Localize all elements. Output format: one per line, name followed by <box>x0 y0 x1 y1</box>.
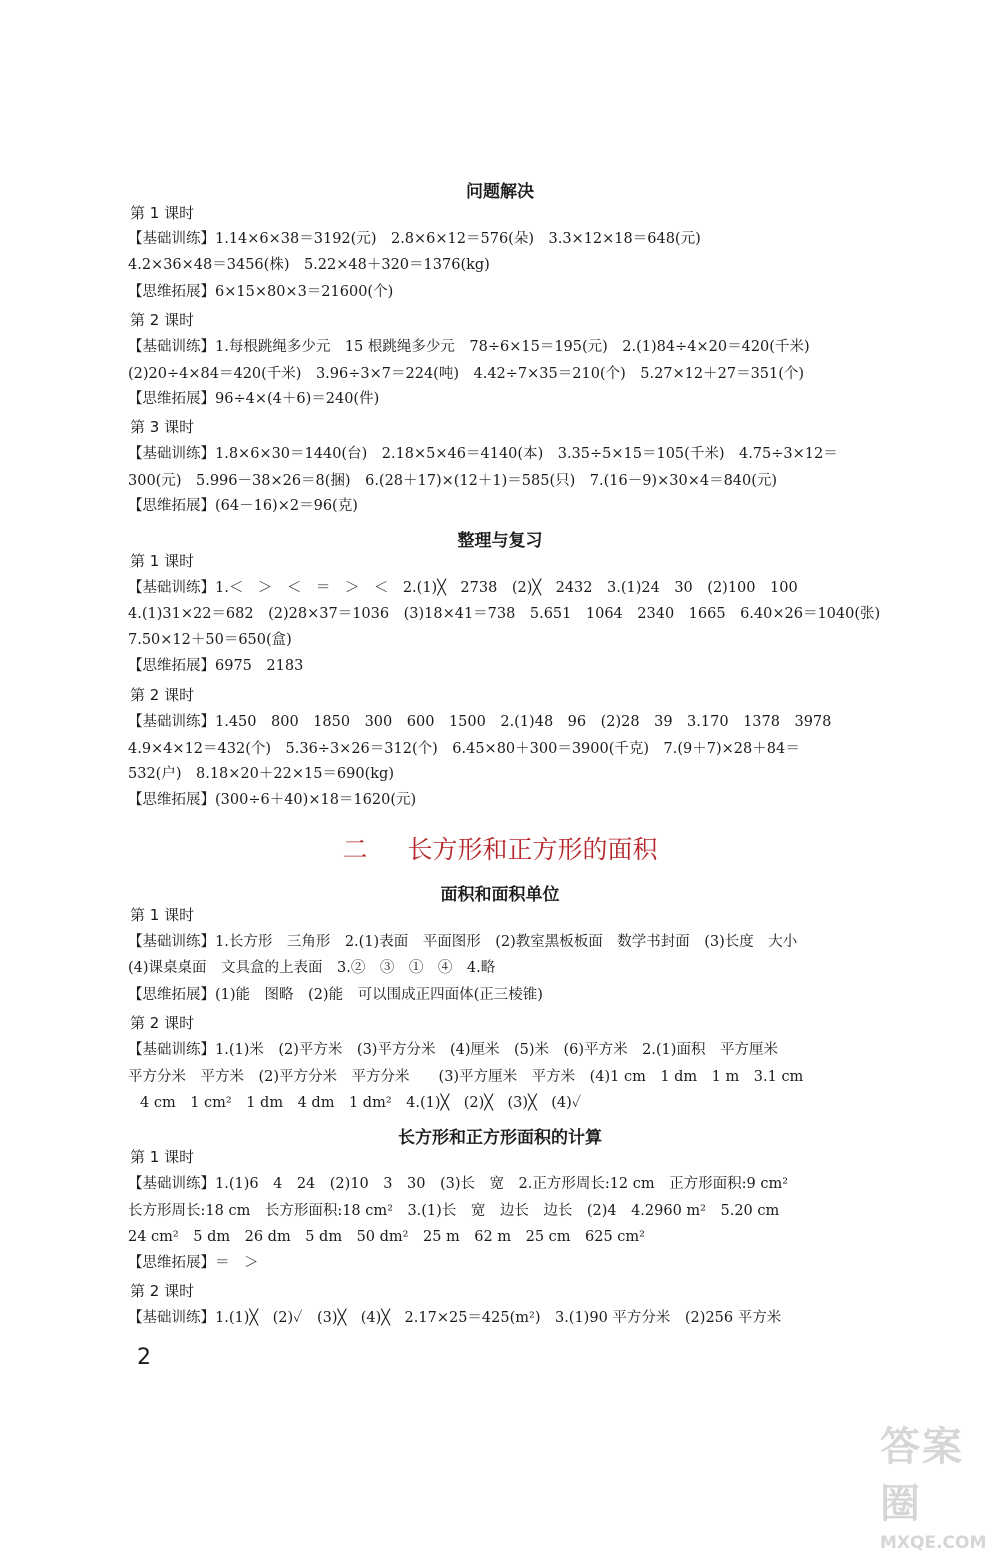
answer-line: 【基础训练】1.8×6×30＝1440(台) 2.18×5×46＝4140(本) 3.35÷5×15＝105(千米) 4.75÷3×12＝ <box>128 446 838 462</box>
answer-line: 300(元) 5.996－38×26＝8(捆) 6.(28＋17)×(12＋1)＝585(只) 7.(16－9)×30×4＝840(元) <box>128 473 778 489</box>
chapter-name: 长方形和正方形的面积 <box>407 835 658 864</box>
answer-line: 【基础训练】1.＜ ＞ ＜ ＝ ＞ ＜ 2.(1)╳ 2738 (2)╳ 2432 3.(1)24 30 (2)100 100 <box>128 580 798 596</box>
page-number: 2 <box>137 1345 151 1370</box>
answer-line: 【思维拓展】＝ ＞ <box>128 1255 259 1271</box>
lesson-label: 第 1 课时 <box>130 204 195 222</box>
answer-line: 【基础训练】1.450 800 1850 300 600 1500 2.(1)48 96 (2)28 39 3.170 1378 3978 <box>128 714 832 730</box>
watermark-site: MXQE.COM <box>880 1533 987 1553</box>
answer-line: 4.2×36×48＝3456(株) 5.22×48＋320＝1376(kg) <box>128 257 490 273</box>
answer-line: 【基础训练】1.(1)米 (2)平方米 (3)平方分米 (4)厘米 (5)米 (6)平方米 2.(1)面积 平方厘米 <box>128 1042 778 1058</box>
answer-line: (2)20÷4×84＝420(千米) 3.96÷3×7＝224(吨) 4.42÷7×35＝210(个) 5.27×12＋27＝351(个) <box>128 366 805 382</box>
section-title-area-calculation: 长方形和正方形面积的计算 <box>398 1128 602 1148</box>
chapter-number: 二 <box>342 835 368 864</box>
section-title-review: 整理与复习 <box>457 531 543 551</box>
section-title-area-units: 面积和面积单位 <box>440 885 560 905</box>
watermark-logo <box>880 1415 990 1553</box>
lesson-label: 第 2 课时 <box>130 1282 195 1300</box>
answer-line: 【思维拓展】96÷4×(4＋6)＝240(件) <box>128 391 380 407</box>
lesson-label: 第 3 课时 <box>130 418 195 436</box>
answer-line: 【思维拓展】(1)能 图略 (2)能 可以围成正四面体(正三棱锥) <box>128 987 543 1003</box>
lesson-label: 第 2 课时 <box>130 311 195 329</box>
answer-line: 平方分米 平方米 (2)平方分米 平方分米 (3)平方厘米 平方米 (4)1 cm 1 dm 1 m 3.1 cm <box>128 1069 804 1085</box>
answer-line: 【基础训练】1.14×6×38＝3192(元) 2.8×6×12＝576(朵) 3.3×12×18＝648(元) <box>128 231 701 247</box>
lesson-label: 第 1 课时 <box>130 906 195 924</box>
answer-line: 4 cm 1 cm² 1 dm 4 dm 1 dm² 4.(1)╳ (2)╳ (3)╳ (4)✓ <box>140 1095 582 1111</box>
answer-line: 长方形周长:18 cm 长方形面积:18 cm² 3.(1)长 宽 边长 边长 (2)4 4.2960 m² 5.20 cm <box>128 1203 780 1219</box>
lesson-label: 第 1 课时 <box>130 1148 195 1166</box>
watermark-logo-text: 答案圈 <box>880 1424 964 1527</box>
answer-line: 【思维拓展】(300÷6＋40)×18＝1620(元) <box>128 792 417 808</box>
answer-line: 532(户) 8.18×20＋22×15＝690(kg) <box>128 766 394 782</box>
section-title-problem-solving: 问题解决 <box>466 182 534 202</box>
answer-line: 【思维拓展】6975 2183 <box>128 658 304 674</box>
answer-line: 【思维拓展】6×15×80×3＝21600(个) <box>128 284 394 300</box>
answer-line: 【基础训练】1.(1)6 4 24 (2)10 3 30 (3)长 宽 2.正方形周长:12 cm 正方形面积:9 cm² <box>128 1176 789 1192</box>
answer-line: (4)课桌桌面 文具盒的上表面 3.② ③ ① ④ 4.略 <box>128 960 496 976</box>
answer-line: 4.(1)31×22＝682 (2)28×37＝1036 (3)18×41＝738 5.651 1064 2340 1665 6.40×26＝1040(张) <box>128 606 881 622</box>
lesson-label: 第 1 课时 <box>130 552 195 570</box>
lesson-label: 第 2 课时 <box>130 686 195 704</box>
chapter-title <box>0 830 1000 866</box>
answer-line: 【基础训练】1.(1)╳ (2)✓ (3)╳ (4)╳ 2.17×25＝425(m²) 3.(1)90 平方分米 (2)256 平方米 <box>128 1310 782 1326</box>
lesson-label: 第 2 课时 <box>130 1014 195 1032</box>
answer-line: 【基础训练】1.每根跳绳多少元 15 根跳绳多少元 78÷6×15＝195(元) 2.(1)84÷4×20＝420(千米) <box>128 339 810 355</box>
answer-line: 24 cm² 5 dm 26 dm 5 dm 50 dm² 25 m 62 m 25 cm 625 cm² <box>128 1229 645 1245</box>
answer-line: 【思维拓展】(64－16)×2＝96(克) <box>128 498 358 514</box>
answer-line: 7.50×12＋50＝650(盒) <box>128 632 292 648</box>
answer-line: 【基础训练】1.长方形 三角形 2.(1)表面 平面图形 (2)教室黑板板面 数学书封面 (3)长度 大小 <box>128 934 798 950</box>
answer-line: 4.9×4×12＝432(个) 5.36÷3×26＝312(个) 6.45×80＋300＝3900(千克) 7.(9＋7)×28＋84＝ <box>128 741 800 757</box>
